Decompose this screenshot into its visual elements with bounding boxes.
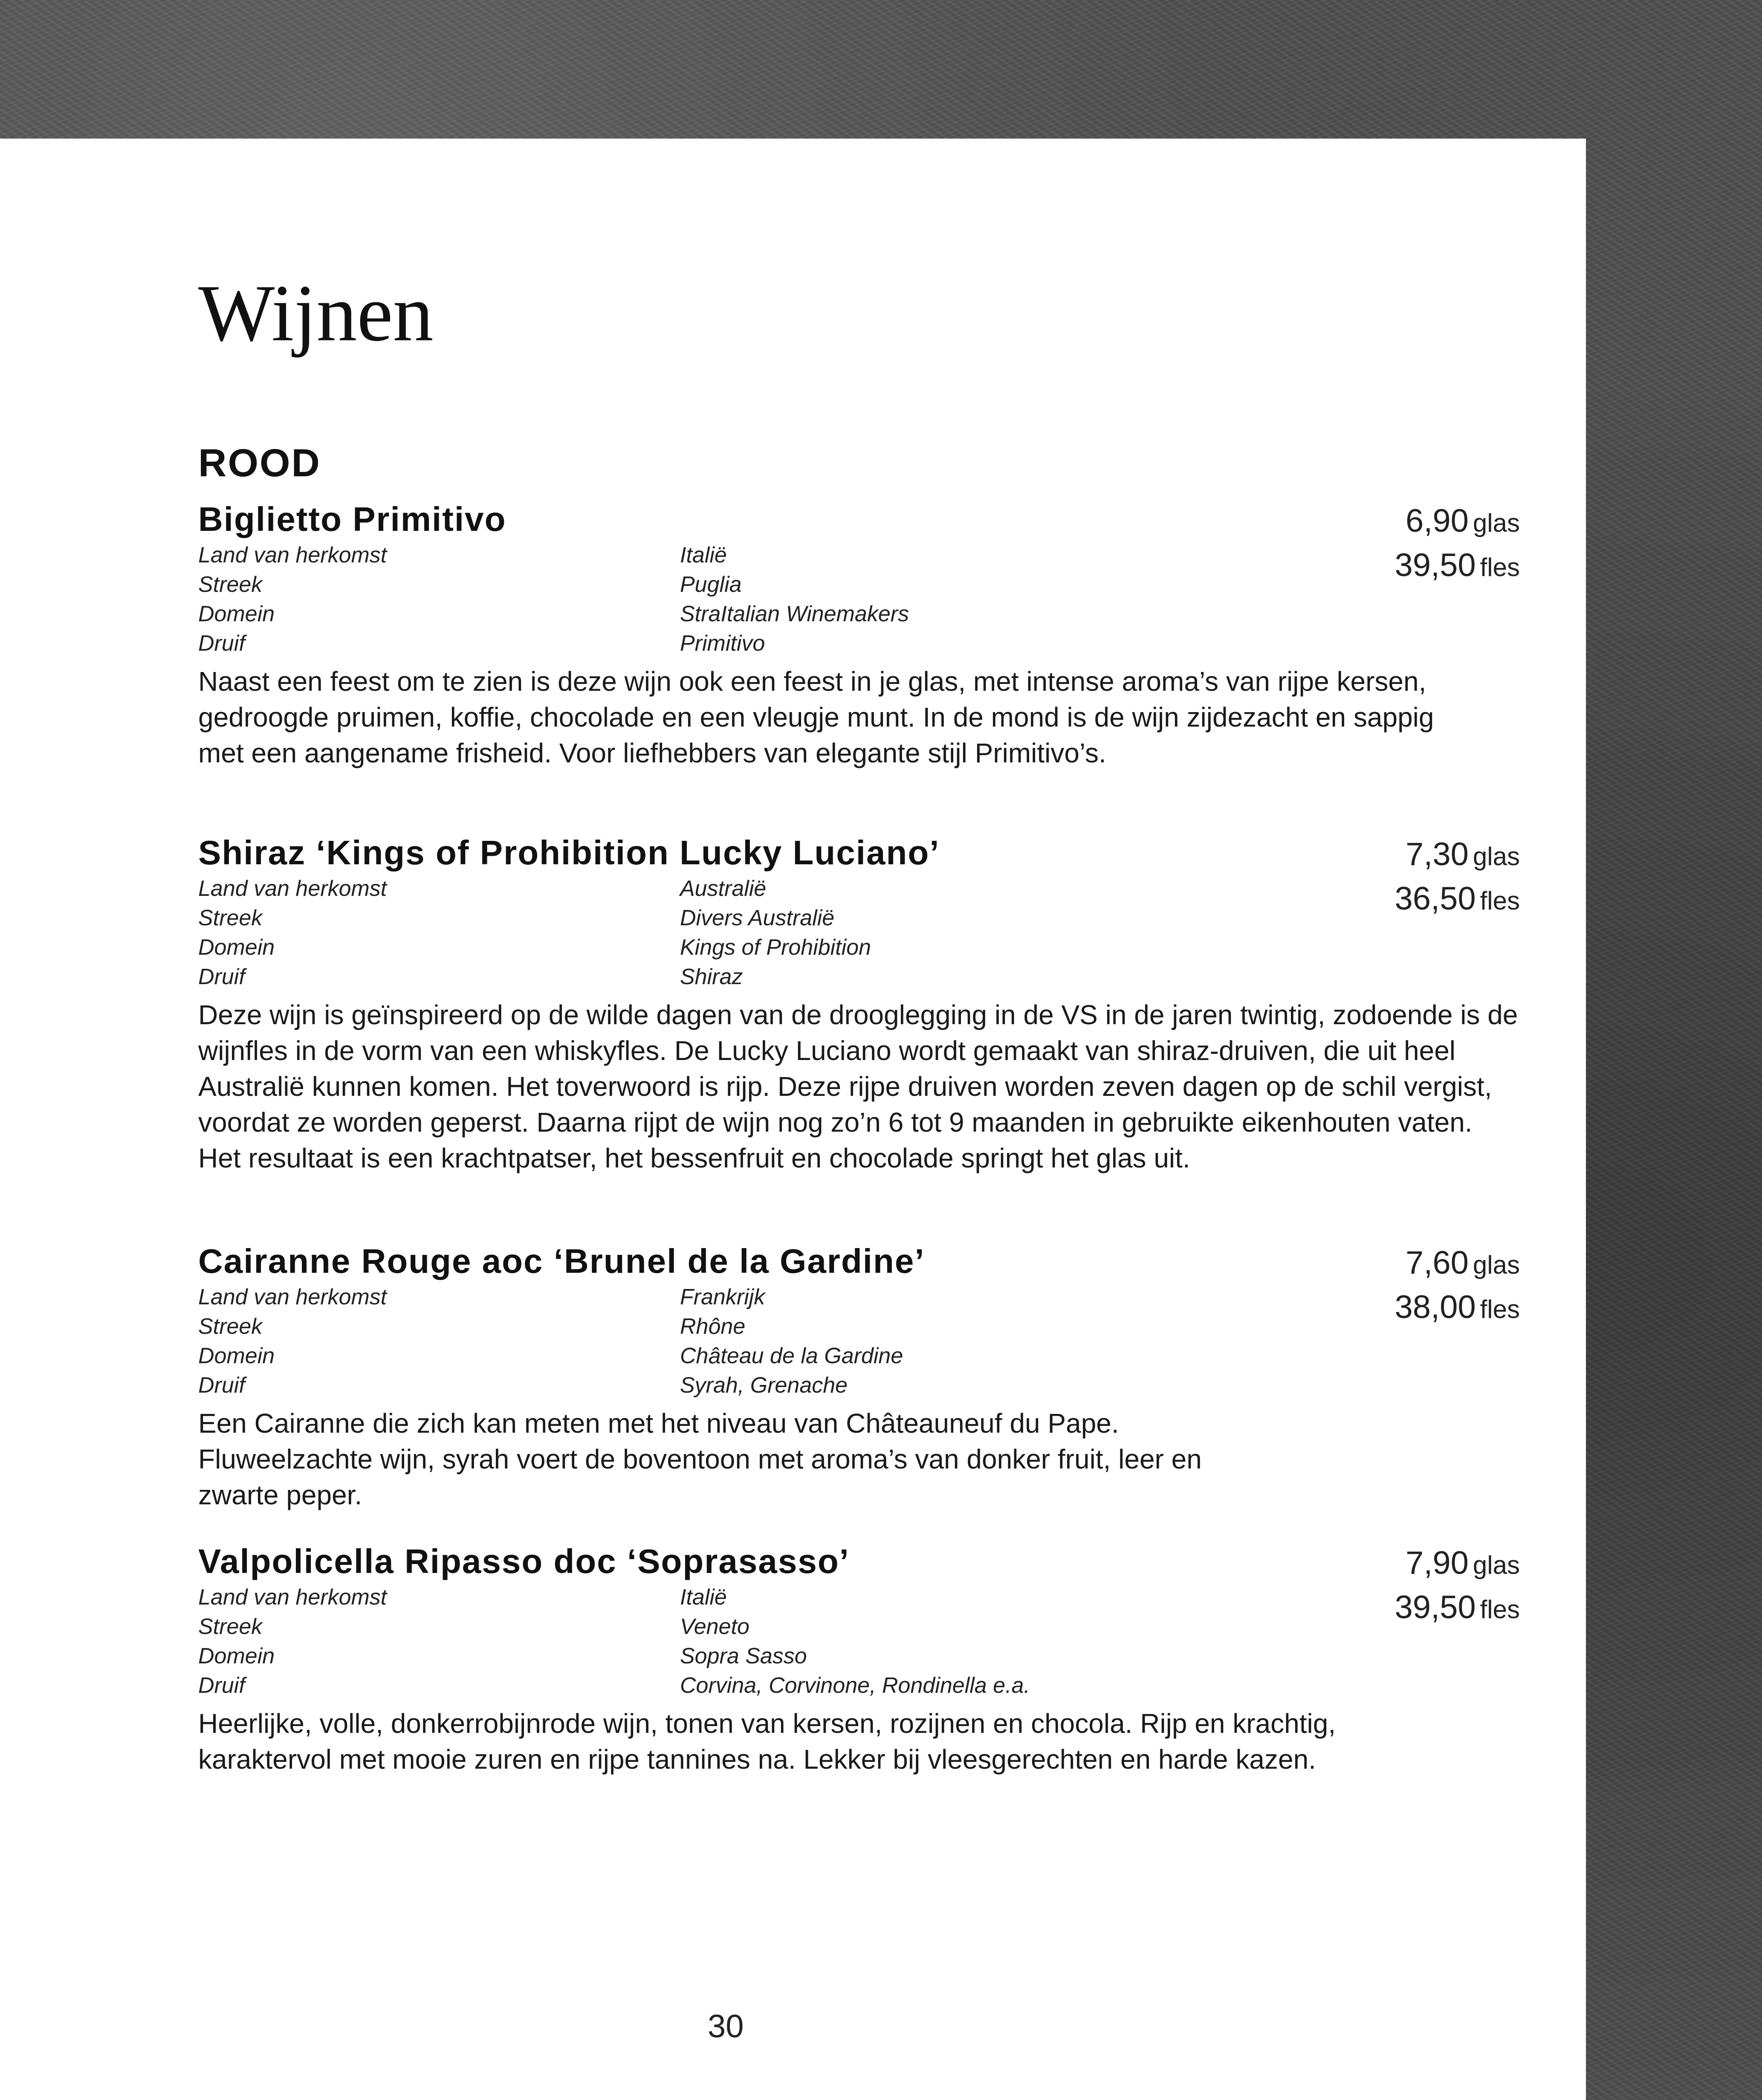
price-bottle: 39,50 [1395, 547, 1476, 583]
page-title: Wijnen [198, 269, 434, 358]
label-druif: Druif [198, 631, 245, 656]
value-streek: Divers Australië [680, 906, 835, 930]
wine-prices [1395, 832, 1520, 921]
value-domein: Château de la Gardine [680, 1344, 903, 1368]
value-druif: Syrah, Grenache [680, 1373, 848, 1398]
label-land: Land van herkomst [198, 876, 387, 901]
value-domein: Sopra Sasso [680, 1644, 807, 1668]
wine-description: Deze wijn is geïnspireerd op de wilde dagen van de drooglegging in de VS in de jaren twintig, zodoende is de wijnfles in de vorm van een whiskyfles. De Lucky Luciano wordt gemaakt van shiraz-druiven, die uit heel Australië kunnen komen. Het toverwoord is rijp. Deze rijpe druiven worden zeven dagen op de schil vergist, voordat ze worden geperst. Daarna rijpt de wijn nog zo’n 6 tot 9 maanden in gebruikte eikenhouten vaten. Het resultaat is een krachtpatser, het bessenfruit en chocolade springt het glas uit. [198, 999, 1518, 1173]
unit-glass: glas [1473, 1251, 1520, 1279]
label-domein: Domein [198, 935, 275, 960]
value-domein: StraItalian Winemakers [680, 602, 909, 626]
unit-bottle: fles [1480, 886, 1520, 915]
wine-item [198, 1541, 1520, 1777]
value-streek: Puglia [680, 572, 742, 597]
wine-name: Biglietto Primitivo [198, 500, 506, 538]
label-land: Land van herkomst [198, 1285, 387, 1309]
section-heading: ROOD [198, 441, 321, 485]
value-domein: Kings of Prohibition [680, 935, 871, 960]
value-druif: Corvina, Corvinone, Rondinella e.a. [680, 1673, 1030, 1698]
price-glass: 7,90 [1406, 1545, 1469, 1581]
label-domein: Domein [198, 1344, 275, 1368]
price-glass: 6,90 [1406, 503, 1469, 539]
price-bottle: 38,00 [1395, 1289, 1476, 1325]
wine-description: Heerlijke, volle, donkerrobijnrode wijn, tonen van kersen, rozijnen en chocola. Rijp en krachtig, karaktervol met mooie zuren en rijpe tannines na. Lekker bij vleesgerechten en harde kazen. [198, 1708, 1336, 1775]
price-bottle: 36,50 [1395, 881, 1476, 917]
wine-name: Cairanne Rouge aoc ‘Brunel de la Gardine’ [198, 1242, 925, 1280]
price-glass: 7,30 [1406, 836, 1469, 872]
value-land: Australië [680, 876, 767, 901]
label-domein: Domein [198, 602, 275, 626]
unit-glass: glas [1473, 842, 1520, 871]
label-druif: Druif [198, 1373, 245, 1398]
value-streek: Veneto [680, 1614, 749, 1639]
unit-glass: glas [1473, 1551, 1520, 1579]
wine-details [198, 1583, 1520, 1700]
wine-description: Naast een feest om te zien is deze wijn ook een feest in je glas, met intense aroma’s van rijpe kersen, gedroogde pruimen, koffie, chocolade en een vleugje munt. In de mond is de wijn zijdezacht en sappig met een aangename frisheid. Voor liefhebbers van elegante stijl Primitivo’s. [198, 666, 1434, 768]
wine-name: Shiraz ‘Kings of Prohibition Lucky Luciano’ [198, 834, 940, 872]
wine-details [198, 541, 1520, 658]
label-streek: Streek [198, 1614, 263, 1639]
label-druif: Druif [198, 965, 245, 989]
value-land: Italië [680, 1585, 727, 1610]
label-druif: Druif [198, 1673, 245, 1698]
value-druif: Shiraz [680, 965, 743, 989]
value-land: Italië [680, 543, 727, 568]
wine-details [198, 874, 1520, 992]
value-streek: Rhône [680, 1314, 746, 1339]
price-glass: 7,60 [1406, 1245, 1469, 1281]
unit-glass: glas [1473, 509, 1520, 537]
wine-item [198, 1241, 1520, 1513]
unit-bottle: fles [1480, 553, 1520, 582]
value-druif: Primitivo [680, 631, 765, 656]
wine-item [198, 832, 1520, 1176]
label-streek: Streek [198, 1314, 263, 1339]
unit-bottle: fles [1480, 1295, 1520, 1324]
wine-description: Een Cairanne die zich kan meten met het niveau van Châteauneuf du Pape. Fluweelzachte wijn, syrah voert de boventoon met aroma’s van donker fruit, leer en zwarte peper. [198, 1408, 1202, 1510]
wine-prices [1395, 499, 1520, 588]
wine-name: Valpolicella Ripasso doc ‘Soprasasso’ [198, 1542, 850, 1580]
label-land: Land van herkomst [198, 1585, 387, 1610]
price-bottle: 39,50 [1395, 1589, 1476, 1625]
wine-details [198, 1283, 1520, 1400]
value-land: Frankrijk [680, 1285, 765, 1309]
page-number: 30 [708, 2008, 744, 2045]
label-streek: Streek [198, 906, 263, 930]
label-land: Land van herkomst [198, 543, 387, 568]
wine-prices [1395, 1241, 1520, 1330]
label-domein: Domein [198, 1644, 275, 1668]
wine-prices [1395, 1541, 1520, 1630]
label-streek: Streek [198, 572, 263, 597]
wine-item [198, 499, 1520, 771]
unit-bottle: fles [1480, 1595, 1520, 1624]
